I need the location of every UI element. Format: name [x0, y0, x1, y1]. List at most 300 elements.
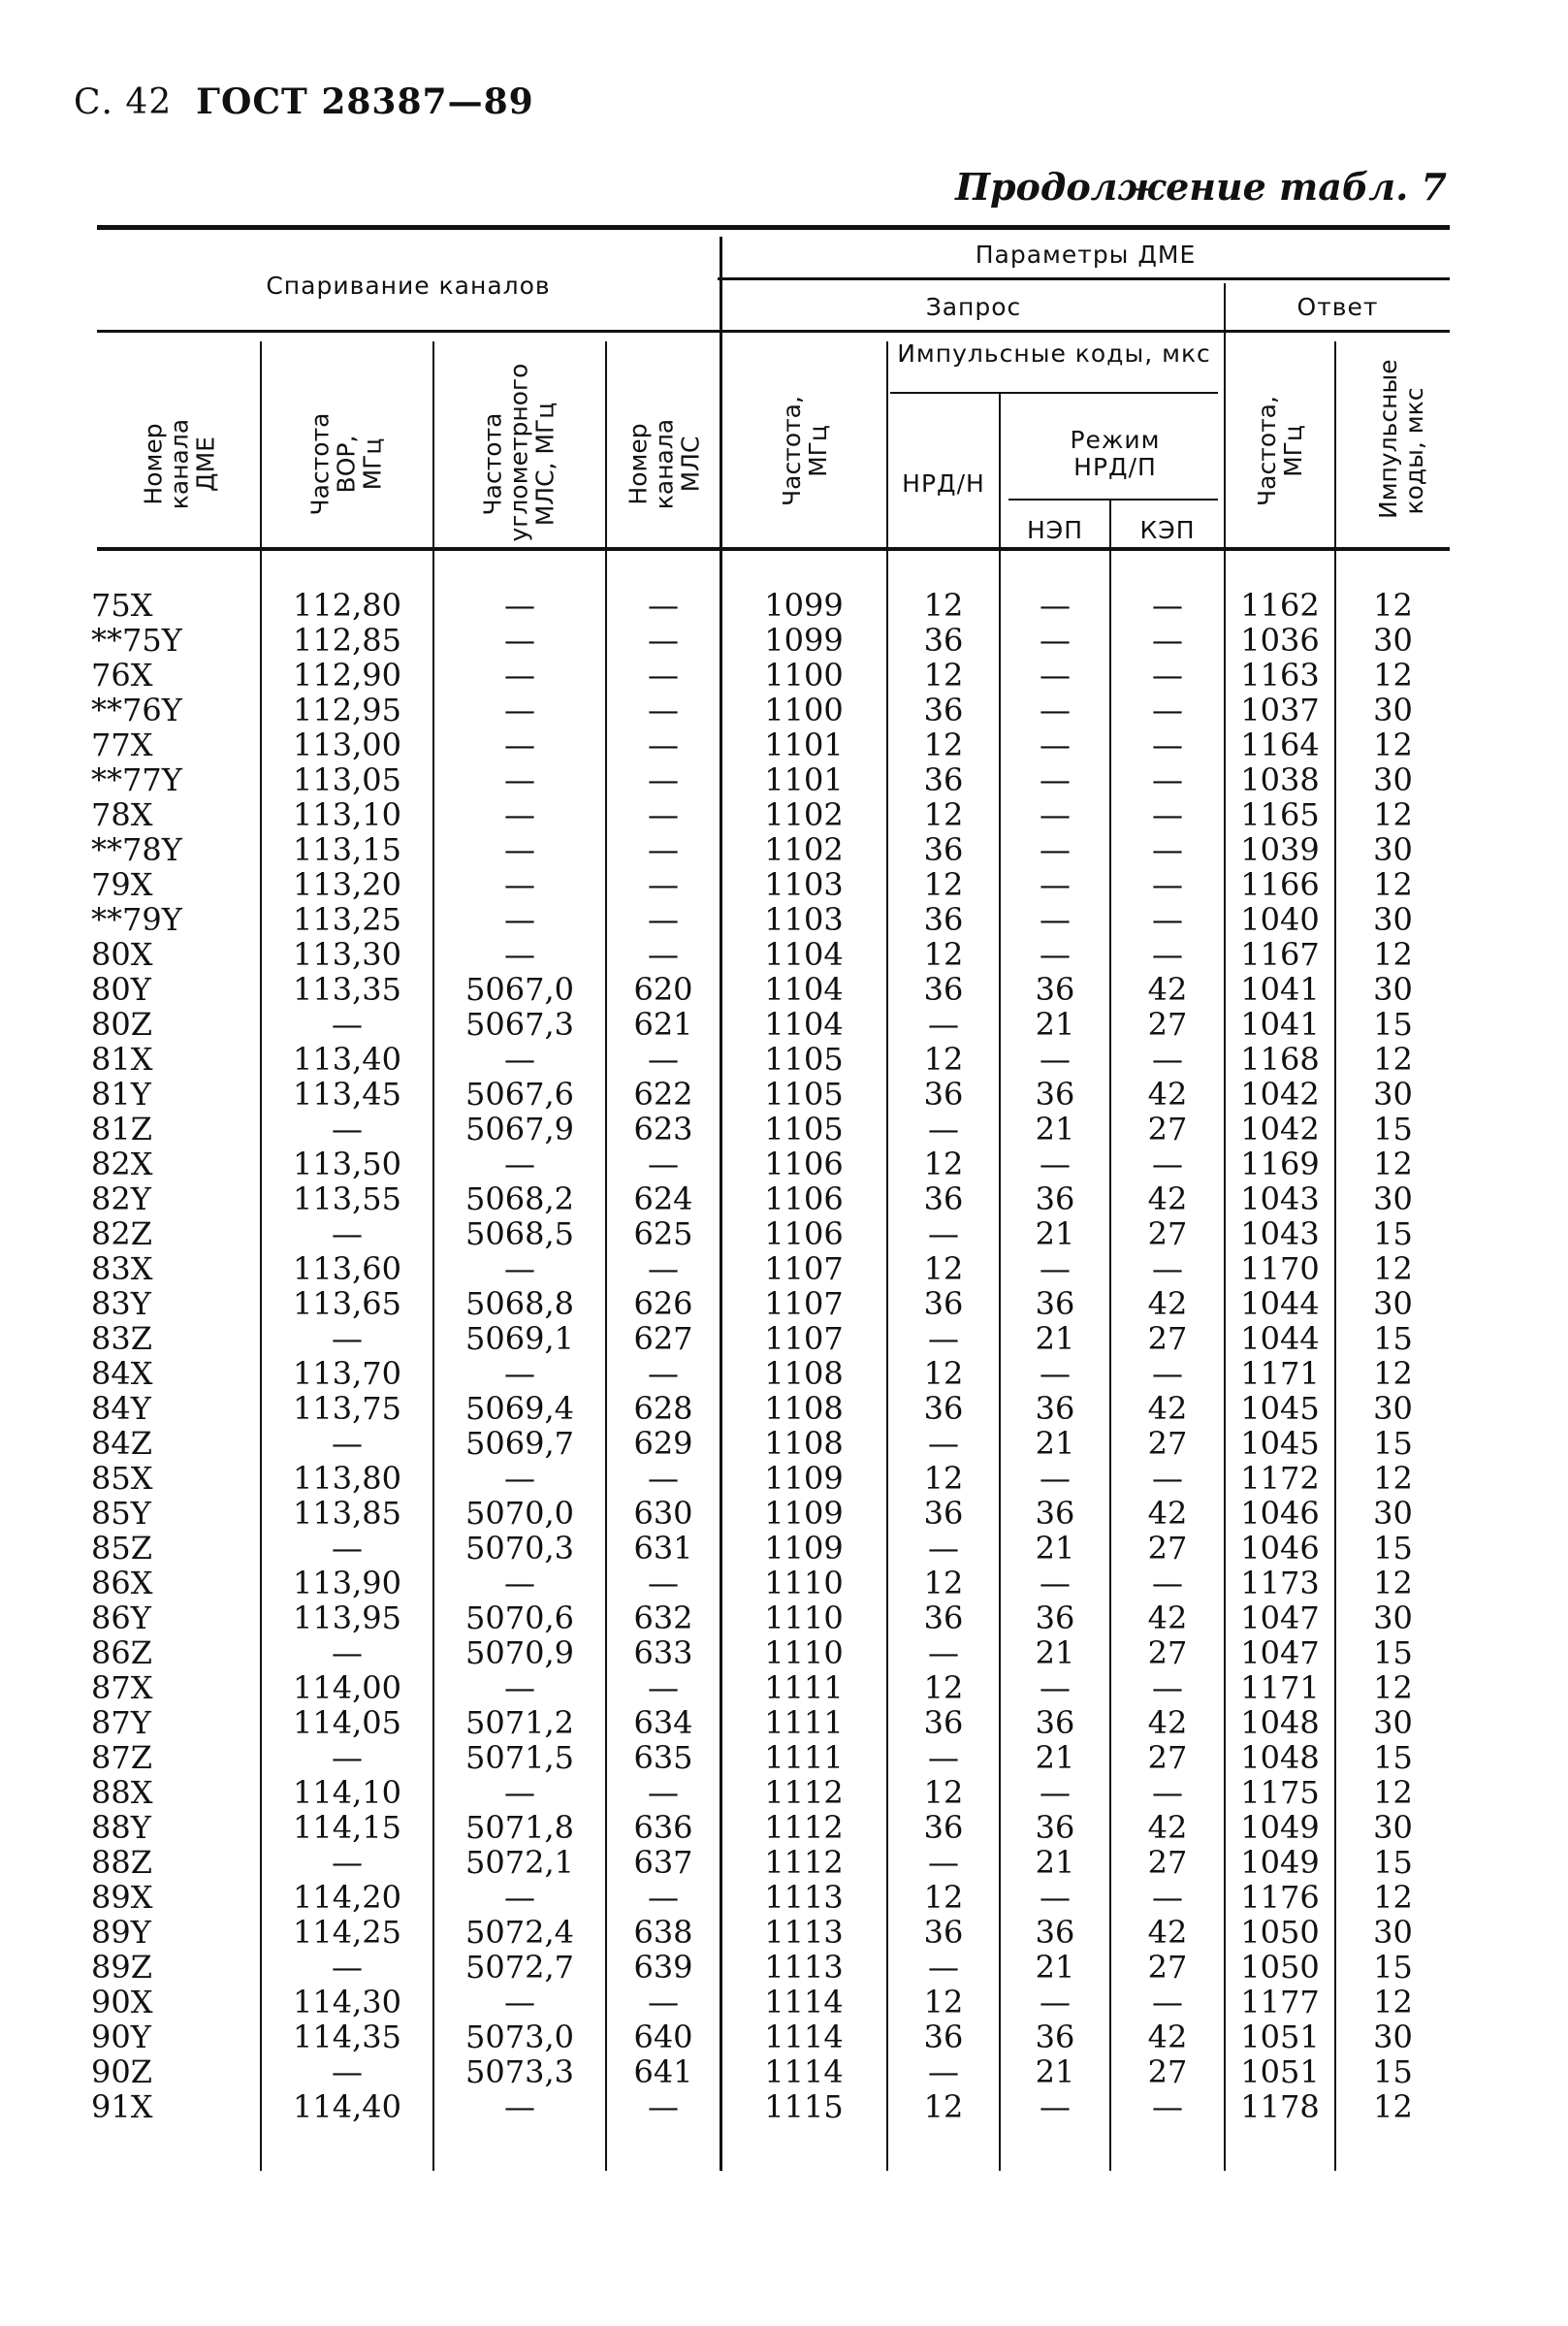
mls-frequency-cell: 5072,7: [465, 1949, 574, 1986]
vor-frequency-cell: 112,80: [293, 587, 401, 624]
reply-code-cell: 30: [1373, 1599, 1413, 1636]
vor-frequency-cell: 113,95: [293, 1599, 401, 1636]
pulse-code-kep-cell: —: [1152, 1250, 1183, 1287]
dme-channel-cell: **77Y: [91, 761, 182, 798]
reply-frequency-cell: 1168: [1240, 1041, 1320, 1078]
mls-channel-cell: —: [648, 936, 679, 973]
pulse-code-kep-cell: —: [1152, 866, 1183, 903]
reply-code-cell: 30: [1373, 1076, 1413, 1113]
mls-frequency-cell: —: [504, 657, 535, 694]
mls-channel-cell: —: [648, 1041, 679, 1078]
mls-frequency-cell: 5069,1: [465, 1320, 574, 1357]
dme-channel-cell: 89Z: [91, 1949, 152, 1986]
pulse-code-nrdn-cell: 12: [923, 1355, 964, 1392]
pulse-code-nep-cell: 21: [1035, 1739, 1075, 1776]
mls-frequency-cell: 5069,4: [465, 1390, 574, 1427]
mls-channel-cell: —: [648, 1879, 679, 1916]
pulse-code-nrdn-cell: 12: [923, 1669, 964, 1706]
pulse-code-kep-cell: —: [1152, 587, 1183, 624]
pulse-code-kep-cell: 42: [1147, 1076, 1188, 1113]
reply-frequency-cell: 1045: [1240, 1390, 1320, 1427]
reply-frequency-cell: 1172: [1240, 1460, 1320, 1497]
mls-frequency-cell: 5067,3: [465, 1006, 574, 1043]
dme-params-header: Параметры ДМЕ: [975, 241, 1197, 269]
request-frequency-cell: 1111: [764, 1739, 844, 1776]
vor-frequency-cell: 112,85: [293, 622, 401, 659]
pulse-code-nrdn-cell: —: [928, 1425, 959, 1462]
vor-frequency-cell: —: [332, 1634, 363, 1671]
pulse-code-kep-cell: —: [1152, 727, 1183, 763]
table-row: [0, 902, 1568, 937]
pulse-code-nrdn-cell: 12: [923, 1041, 964, 1078]
reply-frequency-cell: 1050: [1240, 1949, 1320, 1986]
vor-frequency-cell: 113,70: [293, 1355, 401, 1392]
request-frequency-cell: 1115: [764, 2088, 844, 2125]
vor-frequency-cell: 113,55: [293, 1180, 401, 1217]
dme-channel-cell: **76Y: [91, 692, 182, 728]
pulse-code-kep-cell: —: [1152, 1355, 1183, 1392]
request-frequency-cell: 1106: [764, 1146, 844, 1182]
page-header: [74, 81, 534, 122]
pulse-code-kep-cell: —: [1152, 1565, 1183, 1601]
vor-frequency-cell: 113,75: [293, 1390, 401, 1427]
mls-channel-cell: —: [648, 1565, 679, 1601]
dme-channel-cell: 78X: [91, 796, 153, 833]
table-row: [0, 1880, 1568, 1915]
vor-frequency-cell: 114,20: [293, 1879, 401, 1916]
dme-channel-cell: 82Y: [91, 1180, 151, 1217]
reply-frequency-cell: 1171: [1240, 1355, 1320, 1392]
mls-channel-cell: —: [648, 1460, 679, 1497]
dme-channel-header: Номер канала ДМЕ: [139, 418, 220, 510]
reply-frequency-cell: 1041: [1240, 971, 1320, 1008]
mls-frequency-cell: —: [504, 901, 535, 938]
mls-channel-cell: 621: [633, 1006, 693, 1043]
standard-id: ГОСТ 28387—89: [196, 81, 534, 122]
pulse-code-nep-cell: —: [1040, 587, 1071, 624]
request-frequency-cell: 1102: [764, 796, 844, 833]
mls-channel-cell: 629: [633, 1425, 693, 1462]
pulse-code-kep-cell: 42: [1147, 1914, 1188, 1951]
request-frequency-cell: 1112: [764, 1774, 844, 1811]
dme-channel-cell: 83Z: [91, 1320, 152, 1357]
pulse-code-nep-cell: —: [1040, 1984, 1071, 2020]
request-frequency-cell: 1100: [764, 692, 844, 728]
table-row: [0, 1740, 1568, 1775]
reply-code-cell: 15: [1373, 1320, 1413, 1357]
pulse-code-nep-cell: —: [1040, 622, 1071, 659]
request-freq-header: Частота, МГц: [778, 396, 832, 506]
mls-frequency-cell: —: [504, 727, 535, 763]
dme-channel-cell: 84Y: [91, 1390, 151, 1427]
reply-code-cell: 12: [1373, 587, 1413, 624]
mls-channel-cell: —: [648, 1984, 679, 2020]
dme-channel-cell: 90Y: [91, 2019, 151, 2055]
vor-frequency-cell: 113,50: [293, 1146, 401, 1182]
pulse-code-nrdn-cell: 12: [923, 1565, 964, 1601]
table-row: [0, 1531, 1568, 1566]
request-frequency-cell: 1105: [764, 1076, 844, 1113]
pulse-code-kep-cell: —: [1152, 1146, 1183, 1182]
table-row: [0, 2089, 1568, 2124]
dme-channel-cell: 88Z: [91, 1844, 152, 1881]
request-header: Запрос: [925, 293, 1022, 321]
mls-frequency-cell: —: [504, 1984, 535, 2020]
vor-frequency-cell: —: [332, 1949, 363, 1986]
request-frequency-cell: 1114: [764, 2053, 844, 2090]
header-bottom-rule: [97, 547, 1450, 551]
pulse-code-nep-cell: 36: [1035, 1809, 1075, 1846]
mls-channel-cell: 630: [633, 1495, 693, 1532]
reply-code-cell: 15: [1373, 1006, 1413, 1043]
reply-code-cell: 30: [1373, 831, 1413, 868]
mls-frequency-cell: —: [504, 692, 535, 728]
reply-frequency-cell: 1043: [1240, 1180, 1320, 1217]
reply-frequency-cell: 1175: [1240, 1774, 1320, 1811]
pulse-code-nep-cell: 36: [1035, 1914, 1075, 1951]
pulse-code-kep-cell: 42: [1147, 1809, 1188, 1846]
mode-header: Режим НРД/П: [1070, 426, 1161, 481]
pulse-code-nep-cell: —: [1040, 1146, 1071, 1182]
pulse-code-nrdn-cell: 36: [923, 1076, 964, 1113]
reply-code-cell: 15: [1373, 1949, 1413, 1986]
reply-frequency-cell: 1043: [1240, 1215, 1320, 1252]
mls-channel-cell: —: [648, 692, 679, 728]
pulse-code-nep-cell: 21: [1035, 1949, 1075, 1986]
pulse-code-nrdn-cell: —: [928, 2053, 959, 2090]
dme-channel-cell: 87X: [91, 1669, 153, 1706]
dme-channel-cell: 88Y: [91, 1809, 151, 1846]
pulse-code-nrdn-cell: 36: [923, 1809, 964, 1846]
pulse-code-nep-cell: 21: [1035, 1006, 1075, 1043]
pulse-code-kep-cell: 27: [1147, 1634, 1188, 1671]
dme-channel-cell: 81X: [91, 1041, 153, 1078]
dme-channel-cell: 80Z: [91, 1006, 152, 1043]
pulse-code-nrdn-cell: —: [928, 1634, 959, 1671]
mls-frequency-cell: 5068,5: [465, 1215, 574, 1252]
table-row: [0, 1356, 1568, 1391]
pulse-code-nep-cell: —: [1040, 936, 1071, 973]
vor-frequency-cell: —: [332, 1739, 363, 1776]
reply-code-cell: 15: [1373, 1425, 1413, 1462]
reply-frequency-cell: 1164: [1240, 727, 1320, 763]
table-row: [0, 832, 1568, 867]
pulse-code-kep-cell: 42: [1147, 971, 1188, 1008]
request-frequency-cell: 1101: [764, 761, 844, 798]
pulse-code-kep-cell: 42: [1147, 1180, 1188, 1217]
dme-channel-cell: 87Z: [91, 1739, 152, 1776]
mls-channel-cell: 623: [633, 1111, 693, 1147]
vor-frequency-cell: 113,35: [293, 971, 401, 1008]
reply-frequency-cell: 1036: [1240, 622, 1320, 659]
request-frequency-cell: 1109: [764, 1460, 844, 1497]
mls-frequency-cell: —: [504, 866, 535, 903]
pulse-code-kep-cell: —: [1152, 936, 1183, 973]
mls-frequency-cell: 5070,3: [465, 1530, 574, 1567]
vor-frequency-cell: 114,00: [293, 1669, 401, 1706]
mls-frequency-cell: 5070,0: [465, 1495, 574, 1532]
pulse-code-kep-cell: 42: [1147, 1390, 1188, 1427]
table-row: [0, 727, 1568, 762]
vor-frequency-cell: 112,90: [293, 657, 401, 694]
mls-frequency-cell: —: [504, 1774, 535, 1811]
mls-channel-cell: —: [648, 901, 679, 938]
mls-frequency-cell: —: [504, 1879, 535, 1916]
mode-rule: [1008, 499, 1218, 501]
pulse-code-nrdn-cell: —: [928, 1739, 959, 1776]
pulse-code-nep-cell: 36: [1035, 1390, 1075, 1427]
pulse-code-nep-cell: —: [1040, 831, 1071, 868]
table-row: [0, 1321, 1568, 1356]
table-row: [0, 1216, 1568, 1251]
pairing-header: Спаривание каналов: [266, 272, 551, 300]
dme-channel-cell: 85X: [91, 1460, 153, 1497]
pulse-code-nrdn-cell: 36: [923, 1390, 964, 1427]
vor-frequency-cell: 114,30: [293, 1984, 401, 2020]
vor-frequency-cell: 113,05: [293, 761, 401, 798]
nrdn-header: НРД/Н: [902, 469, 985, 498]
request-frequency-cell: 1111: [764, 1669, 844, 1706]
pulse-code-kep-cell: —: [1152, 1774, 1183, 1811]
vor-frequency-cell: —: [332, 1006, 363, 1043]
pulse-code-kep-cell: 27: [1147, 1320, 1188, 1357]
dme-channel-cell: 77X: [91, 727, 153, 763]
pulse-code-nrdn-cell: 36: [923, 1599, 964, 1636]
pulse-code-kep-cell: —: [1152, 1669, 1183, 1706]
mls-frequency-cell: 5071,2: [465, 1704, 574, 1741]
params-rule: [718, 277, 1450, 280]
vor-frequency-cell: 113,60: [293, 1250, 401, 1287]
reply-frequency-cell: 1041: [1240, 1006, 1320, 1043]
vor-frequency-cell: 113,30: [293, 936, 401, 973]
pulse-code-nep-cell: 36: [1035, 1180, 1075, 1217]
pulse-code-nrdn-cell: 12: [923, 1146, 964, 1182]
request-frequency-cell: 1105: [764, 1041, 844, 1078]
pulse-code-nep-cell: —: [1040, 1250, 1071, 1287]
pulse-code-nep-cell: —: [1040, 1669, 1071, 1706]
mls-channel-cell: 620: [633, 971, 693, 1008]
vor-frequency-cell: 114,05: [293, 1704, 401, 1741]
pulse-code-nep-cell: —: [1040, 692, 1071, 728]
table-row: [0, 797, 1568, 832]
dme-channel-cell: **79Y: [91, 901, 182, 938]
pulse-code-kep-cell: 27: [1147, 1949, 1188, 1986]
nep-header: НЭП: [1026, 516, 1084, 544]
mls-frequency-cell: 5068,2: [465, 1180, 574, 1217]
pulse-code-nep-cell: —: [1040, 1460, 1071, 1497]
pulse-code-nep-cell: 36: [1035, 1495, 1075, 1532]
mls-frequency-cell: —: [504, 831, 535, 868]
mls-frequency-cell: —: [504, 1669, 535, 1706]
mls-channel-cell: —: [648, 622, 679, 659]
vor-frequency-cell: —: [332, 1844, 363, 1881]
table-row: [0, 1286, 1568, 1321]
reply-freq-header: Частота, МГц: [1253, 396, 1307, 506]
pulse-code-nep-cell: 21: [1035, 1111, 1075, 1147]
pulse-code-nrdn-cell: —: [928, 1320, 959, 1357]
table-row: [0, 693, 1568, 727]
request-frequency-cell: 1108: [764, 1390, 844, 1427]
mls-channel-cell: —: [648, 587, 679, 624]
mls-frequency-cell: —: [504, 796, 535, 833]
vor-frequency-cell: —: [332, 2053, 363, 2090]
pulse-code-nep-cell: —: [1040, 901, 1071, 938]
reply-frequency-cell: 1040: [1240, 901, 1320, 938]
pulse-code-nrdn-cell: 12: [923, 1250, 964, 1287]
reply-code-cell: 30: [1373, 1390, 1413, 1427]
dme-channel-cell: 88X: [91, 1774, 153, 1811]
pulse-code-nrdn-cell: —: [928, 1111, 959, 1147]
vor-freq-header: Частота ВОР, МГц: [305, 412, 387, 516]
request-frequency-cell: 1112: [764, 1809, 844, 1846]
dme-channel-cell: 89X: [91, 1879, 153, 1916]
table-row: [0, 1077, 1568, 1112]
table-row: [0, 1566, 1568, 1600]
request-frequency-cell: 1113: [764, 1949, 844, 1986]
reply-code-cell: 12: [1373, 866, 1413, 903]
pulse-code-nrdn-cell: 12: [923, 796, 964, 833]
pulse-code-nep-cell: 36: [1035, 1076, 1075, 1113]
vor-frequency-cell: 113,10: [293, 796, 401, 833]
pulse-code-kep-cell: 42: [1147, 1285, 1188, 1322]
mls-channel-cell: —: [648, 866, 679, 903]
pulse-code-nrdn-cell: 36: [923, 1180, 964, 1217]
vor-frequency-cell: 114,10: [293, 1774, 401, 1811]
reply-frequency-cell: 1049: [1240, 1809, 1320, 1846]
pulse-code-nrdn-cell: 12: [923, 2088, 964, 2125]
pulse-code-nrdn-cell: 12: [923, 1879, 964, 1916]
mls-channel-cell: 635: [633, 1739, 693, 1776]
table-row: [0, 1845, 1568, 1880]
mls-channel-cell: 638: [633, 1914, 693, 1951]
table-row: [0, 1112, 1568, 1147]
pulse-code-nep-cell: 21: [1035, 1634, 1075, 1671]
dme-channel-cell: 89Y: [91, 1914, 151, 1951]
reply-code-cell: 12: [1373, 1041, 1413, 1078]
pulse-code-kep-cell: 27: [1147, 1111, 1188, 1147]
table-top-rule: [97, 225, 1450, 230]
reply-frequency-cell: 1170: [1240, 1250, 1320, 1287]
mls-channel-cell: 637: [633, 1844, 693, 1881]
request-frequency-cell: 1106: [764, 1180, 844, 1217]
request-frequency-cell: 1109: [764, 1530, 844, 1567]
pulse-code-kep-cell: —: [1152, 692, 1183, 728]
pulse-code-nep-cell: —: [1040, 761, 1071, 798]
reply-frequency-cell: 1048: [1240, 1739, 1320, 1776]
pulse-code-kep-cell: 27: [1147, 1006, 1188, 1043]
reply-code-cell: 12: [1373, 2088, 1413, 2125]
table-row: [0, 1985, 1568, 2019]
table-row: [0, 972, 1568, 1007]
pulse-code-nrdn-cell: —: [928, 1530, 959, 1567]
reply-code-cell: 15: [1373, 1530, 1413, 1567]
request-frequency-cell: 1113: [764, 1879, 844, 1916]
reply-frequency-cell: 1037: [1240, 692, 1320, 728]
pulse-code-nrdn-cell: 36: [923, 761, 964, 798]
mls-freq-header: Частота углометрного МЛС, МГц: [478, 363, 560, 542]
reply-code-cell: 12: [1373, 796, 1413, 833]
mls-frequency-cell: 5073,3: [465, 2053, 574, 2090]
reply-code-cell: 12: [1373, 657, 1413, 694]
reply-code-cell: 30: [1373, 971, 1413, 1008]
pulse-code-nep-cell: —: [1040, 796, 1071, 833]
request-frequency-cell: 1113: [764, 1914, 844, 1951]
pulse-code-nrdn-cell: 36: [923, 831, 964, 868]
request-frequency-cell: 1111: [764, 1704, 844, 1741]
reply-code-cell: 12: [1373, 1669, 1413, 1706]
pulse-code-nrdn-cell: —: [928, 1949, 959, 1986]
pulse-code-kep-cell: 27: [1147, 2053, 1188, 2090]
pulse-code-nep-cell: 21: [1035, 1530, 1075, 1567]
vor-frequency-cell: 113,25: [293, 901, 401, 938]
request-frequency-cell: 1100: [764, 657, 844, 694]
reply-code-cell: 12: [1373, 1146, 1413, 1182]
pulse-code-kep-cell: —: [1152, 657, 1183, 694]
request-frequency-cell: 1108: [764, 1425, 844, 1462]
pulse-code-nrdn-cell: —: [928, 1215, 959, 1252]
mls-frequency-cell: —: [504, 761, 535, 798]
mls-frequency-cell: 5070,9: [465, 1634, 574, 1671]
pulse-code-nep-cell: 36: [1035, 1285, 1075, 1322]
pulse-code-nep-cell: 21: [1035, 1320, 1075, 1357]
mls-frequency-cell: 5071,8: [465, 1809, 574, 1846]
pulse-code-nrdn-cell: 36: [923, 692, 964, 728]
mls-channel-cell: 641: [633, 2053, 693, 2090]
reply-frequency-cell: 1044: [1240, 1320, 1320, 1357]
mls-frequency-cell: 5069,7: [465, 1425, 574, 1462]
reply-code-cell: 12: [1373, 1984, 1413, 2020]
mls-frequency-cell: 5070,6: [465, 1599, 574, 1636]
pulse-code-nrdn-cell: 12: [923, 657, 964, 694]
vor-frequency-cell: 112,95: [293, 692, 401, 728]
mls-frequency-cell: 5068,8: [465, 1285, 574, 1322]
reply-frequency-cell: 1045: [1240, 1425, 1320, 1462]
request-frequency-cell: 1102: [764, 831, 844, 868]
pulse-code-nrdn-cell: —: [928, 1006, 959, 1043]
vor-frequency-cell: 114,25: [293, 1914, 401, 1951]
request-frequency-cell: 1103: [764, 901, 844, 938]
pulse-code-nrdn-cell: 12: [923, 936, 964, 973]
request-frequency-cell: 1099: [764, 622, 844, 659]
dme-channel-cell: 80Y: [91, 971, 151, 1008]
mls-frequency-cell: —: [504, 587, 535, 624]
reply-frequency-cell: 1176: [1240, 1879, 1320, 1916]
dme-channel-cell: 83Y: [91, 1285, 151, 1322]
pulse-code-kep-cell: 27: [1147, 1425, 1188, 1462]
reply-header: Ответ: [1296, 293, 1379, 321]
pulse-code-nep-cell: —: [1040, 1041, 1071, 1078]
mls-channel-cell: 624: [633, 1180, 693, 1217]
mls-frequency-cell: 5072,4: [465, 1914, 574, 1951]
reply-frequency-cell: 1051: [1240, 2019, 1320, 2055]
mls-channel-cell: 627: [633, 1320, 693, 1357]
dme-channel-cell: 81Y: [91, 1076, 151, 1113]
pulse-code-kep-cell: —: [1152, 1460, 1183, 1497]
mls-frequency-cell: —: [504, 1565, 535, 1601]
pulse-code-kep-cell: 42: [1147, 2019, 1188, 2055]
request-frequency-cell: 1107: [764, 1320, 844, 1357]
request-frequency-cell: 1099: [764, 587, 844, 624]
table-row: [0, 1705, 1568, 1740]
pulse-code-nrdn-cell: 36: [923, 622, 964, 659]
reply-code-cell: 12: [1373, 727, 1413, 763]
pulse-code-nep-cell: 36: [1035, 1599, 1075, 1636]
pulse-codes-rule: [890, 392, 1218, 394]
pulse-code-kep-cell: —: [1152, 761, 1183, 798]
mls-frequency-cell: 5073,0: [465, 2019, 574, 2055]
pulse-code-kep-cell: —: [1152, 622, 1183, 659]
dme-channel-cell: 84Z: [91, 1425, 152, 1462]
